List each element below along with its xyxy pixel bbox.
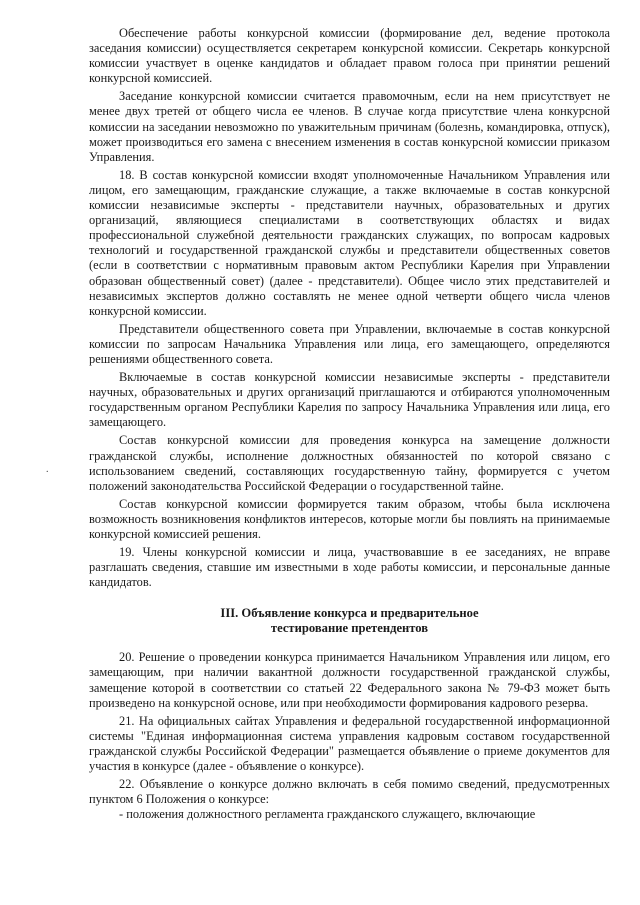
paragraph-public-council: Представители общественного совета при Управлении, включаемые в состав конкурсной комиссии по запросам Начальника Управления или лица, его замещающего, определяются решениями общественного совета. (89, 321, 610, 366)
paragraph-19-confidentiality: 19. Члены конкурсной комиссии и лица, участвовавшие в ее заседаниях, не вправе разглашать сведения, ставшие им известными в ходе работы комиссии, и персональные данные кандидатов. (89, 545, 610, 590)
paragraph-quorum: Заседание конкурсной комиссии считается правомочным, если на нем присутствует не менее двух третей от общего числа ее членов. В случае когда присутствие члена конкурсной комиссии на заседании невозможно по уважительным причинам (болезнь, командировка, отпуск), может производиться его замена с внесением изменения в состав конкурсной комиссии приказом Управления. (89, 89, 610, 164)
section-heading (89, 606, 610, 636)
section-title-line-2: тестирование претендентов (270, 621, 429, 636)
paragraph-state-secret: Состав конкурсной комиссии для проведения конкурса на замещение должности гражданской службы, исполнение должностных обязанностей по которой связано с использованием сведений, составляющих государственную тайну, формируется с учетом положений законодательства Российской Федерации о государственной тайне. (89, 433, 610, 493)
paragraph-21-announcement: 21. На официальных сайтах Управления и федеральной государственной информационной системы "Единая информационная система управления кадровым составом государственной гражданской службы Российской Федерации" размещается объявление о приеме документов для участия в конкурсе (далее - объявление о конкурсе). (89, 713, 610, 774)
margin-mark: . (46, 464, 49, 475)
paragraph-independent-experts: Включаемые в состав конкурсной комиссии независимые эксперты - представители научных, образовательных и других организаций приглашаются и отбираются уполномоченным государственным органом Республики Карелия по запросу Начальника Управления или лица, его замещающего. (89, 370, 610, 430)
paragraph-22-contents: 22. Объявление о конкурсе должно включать в себя помимо сведений, предусмотренных пунктом 6 Положения о конкурсе: (89, 777, 610, 807)
paragraph-secretary: Обеспечение работы конкурсной комиссии (формирование дел, ведение протокола заседания комиссии) осуществляется секретарем конкурсной комиссии. Секретарь конкурсной комиссии участвует в оценке кандидатов и обладает правом голоса при принятии решений конкурсной комиссией. (89, 26, 610, 86)
paragraph-conflict-of-interest: Состав конкурсной комиссии формируется таким образом, чтобы была исключена возможность возникновения конфликтов интересов, которые могли бы повлиять на принимаемые конкурсной комиссией решения. (89, 496, 610, 541)
section-title-line-1: III. Объявление конкурса и предварительное (220, 606, 479, 621)
list-item-regulations: - положения должностного регламента гражданского служащего, включающие (119, 807, 536, 822)
paragraph-18-composition: 18. В состав конкурсной комиссии входят уполномоченные Начальником Управления или лицом, его замещающим, гражданские служащие, а также включаемые в состав конкурсной комиссии независимые эксперты - представители научных, образовательных и других организаций, являющиеся специалистами в соответствующих областях и видах профессиональной служебной деятельности гражданских служащих, по вопросам кадровых технологий и государственной гражданской службы и представители общественных советов (если в соответствии с нормативным правовым актом Республики Карелия при Управлении образован общественный совет) (далее - представители). Общее число этих представителей и независимых экспертов должно составлять не менее одной четверти общего числа членов конкурсной комиссии. (89, 167, 610, 318)
paragraph-20-decision: 20. Решение о проведении конкурса принимается Начальником Управления или лицом, его замещающим, при наличии вакантной должности государственной гражданской службы, замещение которой в соответствии со статьей 22 Федерального закона № 79-ФЗ может быть произведено на конкурсной основе, или при необходимости формирования кадрового резерва. (89, 650, 610, 710)
